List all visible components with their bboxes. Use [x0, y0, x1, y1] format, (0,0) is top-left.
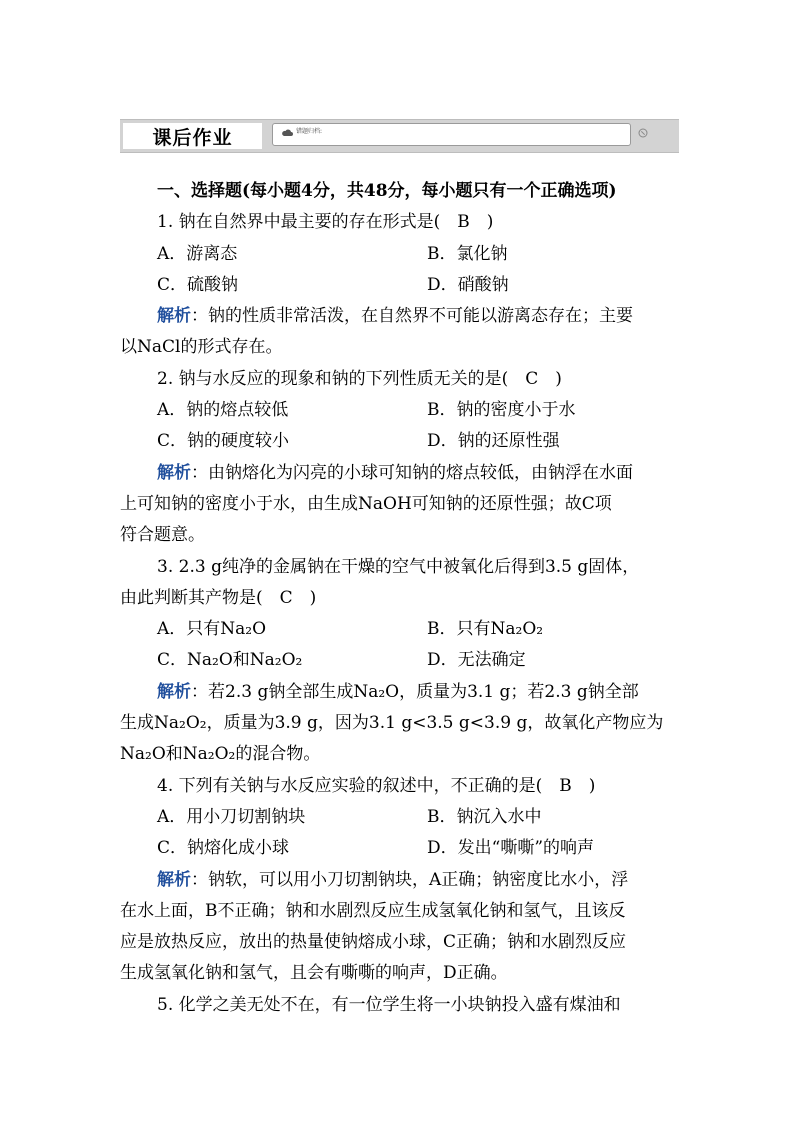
question-3-stem: 3. 2.3 g纯净的金属钠在干燥的空气中被氧化后得到3.5 g固体，	[157, 556, 640, 577]
question-2-stem: 2. 钠与水反应的现象和钠的下列性质无关的是( C )	[157, 368, 562, 389]
analysis-text: 以NaCl的形式存在。	[120, 337, 283, 358]
option-d: D．钠的还原性强	[427, 431, 560, 452]
analysis-text: 生成氢氧化钠和氢气，且会有嘶嘶的响声，D正确。	[120, 963, 508, 984]
banner-tab	[123, 123, 262, 149]
option-a: A．游离态	[157, 243, 238, 264]
analysis-label: 解析	[157, 869, 191, 890]
cloud-icon	[281, 128, 293, 137]
analysis-label: 解析	[157, 681, 191, 702]
option-d: D．硝酸钠	[427, 274, 509, 295]
question-3-analysis	[120, 677, 680, 708]
option-d: D．无法确定	[427, 650, 526, 671]
analysis-text: 生成Na₂O₂，质量为3.9 g，因为3.1 g<3.5 g<3.9 g，故氧化产物应为	[120, 713, 664, 734]
question-3-options	[120, 645, 680, 676]
clear-icon[interactable]	[638, 128, 648, 138]
banner-title: 课后作业	[152, 126, 233, 149]
analysis-text: ：钠的性质非常活泼，在自然界不可能以游离态存在；主要	[191, 306, 633, 327]
question-4-analysis	[120, 865, 680, 896]
homework-content	[120, 176, 680, 1021]
question-3-stem: 由此判断其产物是( C )	[120, 587, 317, 608]
analysis-text: ：钠软，可以用小刀切割钠块，A正确；钠密度比水小，浮	[191, 869, 629, 890]
question-2-options	[120, 395, 680, 426]
option-b: B．只有Na₂O₂	[427, 619, 544, 640]
option-c: C．Na₂O和Na₂O₂	[157, 650, 303, 671]
analysis-label: 解析	[157, 462, 191, 483]
analysis-text: 符合题意。	[120, 525, 205, 546]
option-a: A．钠的熔点较低	[157, 400, 289, 421]
section-header: 一、选择题(每小题4分，共48分，每小题只有一个正确选项)	[157, 181, 617, 201]
error-archive-input[interactable]	[272, 123, 631, 146]
question-1-options	[120, 270, 680, 301]
question-1-analysis	[120, 301, 680, 332]
option-c: C．钠的硬度较小	[157, 431, 290, 452]
analysis-label: 解析	[157, 306, 191, 327]
analysis-text: Na₂O和Na₂O₂的混合物。	[120, 744, 321, 765]
option-c: C．钠熔化成小球	[157, 838, 290, 859]
option-b: B．氯化钠	[427, 243, 508, 264]
option-b: B．钠沉入水中	[427, 806, 542, 827]
question-1-options	[120, 239, 680, 270]
homework-banner	[120, 119, 679, 153]
analysis-text: 在水上面，B不正确；钠和水剧烈反应生成氢氧化钠和氢气，且该反	[120, 900, 626, 921]
question-4-options	[120, 802, 680, 833]
analysis-text: 应是放热反应，放出的热量使钠熔成小球，C正确；钠和水剧烈反应	[120, 932, 627, 953]
question-2-analysis	[120, 458, 680, 489]
question-3-options	[120, 614, 680, 645]
option-d: D．发出“嘶嘶”的响声	[427, 838, 595, 859]
option-b: B．钠的密度小于水	[427, 400, 576, 421]
analysis-text: ：由钠熔化为闪亮的小球可知钠的熔点较低，由钠浮在水面	[191, 462, 633, 483]
question-4-stem: 4. 下列有关钠与水反应实验的叙述中，不正确的是( B )	[157, 775, 596, 796]
analysis-text: 上可知钠的密度小于水，由生成NaOH可知钠的还原性强；故C项	[120, 493, 612, 514]
question-1-stem: 1. 钠在自然界中最主要的存在形式是( B )	[157, 212, 494, 233]
option-a: A．只有Na₂O	[157, 619, 267, 640]
question-4-options	[120, 833, 680, 864]
analysis-text: ：若2.3 g钠全部生成Na₂O，质量为3.1 g；若2.3 g钠全部	[191, 681, 639, 702]
option-c: C．硫酸钠	[157, 274, 239, 295]
error-archive-placeholder: 错题归档:	[296, 128, 323, 135]
question-2-options	[120, 426, 680, 457]
option-a: A．用小刀切割钠块	[157, 806, 306, 827]
question-5-stem: 5. 化学之美无处不在，有一位学生将一小块钠投入盛有煤油和	[157, 994, 621, 1015]
